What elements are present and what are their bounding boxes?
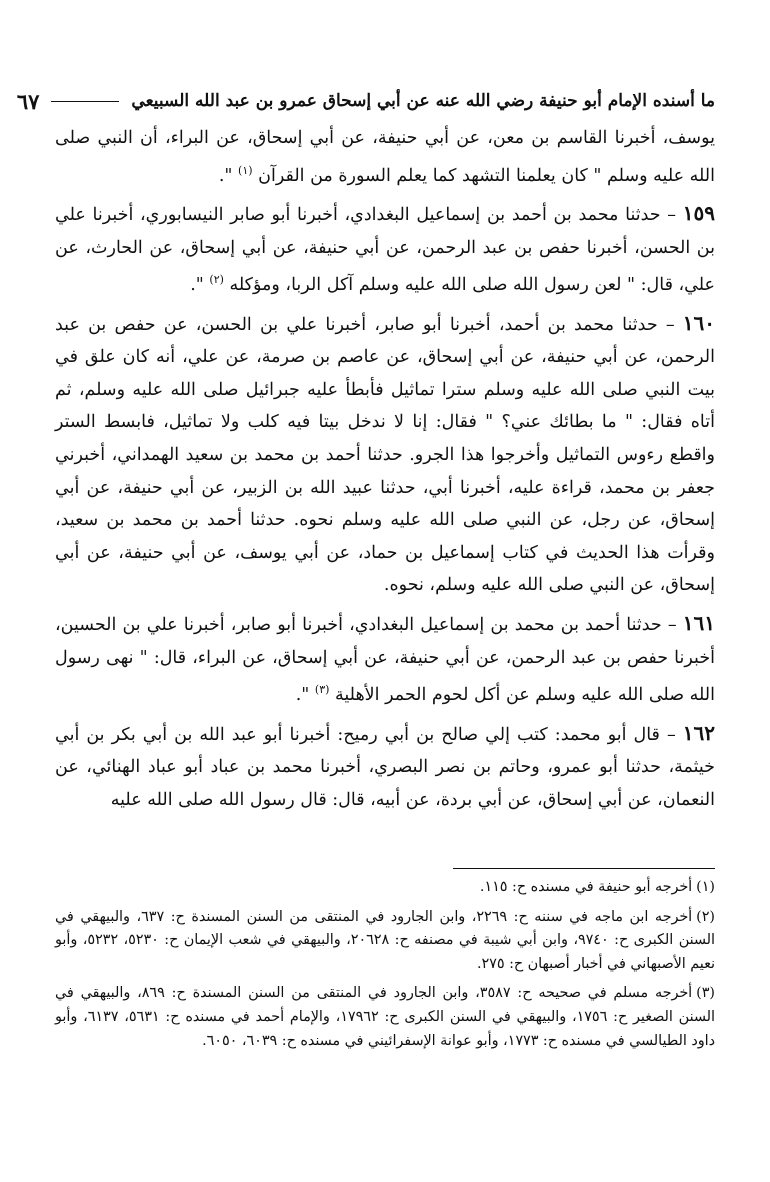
footnote-1 — [55, 876, 715, 900]
footnotes — [55, 876, 715, 1059]
footnote-2 — [55, 906, 715, 977]
hadith-160: ١٦٠ – حدثنا محمد بن أحمد، أخبرنا أبو صابر، أخبرنا علي بن الحسن، عن حفص بن عبد الرحمن، عن أبي حنيفة، عن أبي إسحاق، عن عاصم بن صرمة، عن علي، أنه كان علق في بيت النبي صلى الله عليه وسلم سترا تماثيل فأبطأ عليه جبرائيل صلى الله عليه وسلم، ثم أتاه فقال: " ما بطائك عني؟ " فقال: إنا لا ندخل بيتا فيه كلب ولا تماثيل، فابسط الستر واقطع رءوس التماثيل وأخرجوا هذا الجرو. حدثنا أحمد بن محمد بن سعيد الهمداني، أخبرني جعفر بن محمد، قراءة عليه، أخبرنا أبي، حدثنا عبيد الله بن الزبير، عن أبي حنيفة، عن أبي إسحاق، عن رجل، عن النبي صلى الله عليه وسلم نحوه. حدثنا أحمد بن محمد بن سعيد، وقرأت هذا الحديث في كتاب إسماعيل بن حماد، عن أبي يوسف، عن أبي حنيفة، عن أبي إسحاق، عن النبي صلى الله عليه وسلم، نحوه. — [55, 310, 715, 596]
hadith-159: ١٥٩ – حدثنا محمد بن أحمد بن إسماعيل البغدادي، أخبرنا أبو صابر النيسابوري، أخبرنا علي بن الحسن، أخبرنا حفص بن عبد الرحمن، عن أبي حنيفة، عن أبي إسحاق، عن الحارث، عن علي، قال: " لعن رسول الله صلى الله عليه وسلم آكل الربا، ومؤكله $^{(٢)}$ ". — [55, 201, 715, 296]
footnote-ref-1[interactable]: (١) — [238, 163, 253, 177]
footnote-text: أخرجه مسلم في صحيحه ح: ٣٥٨٧، وابن الجارود في المنتقى من السنن المسندة ح: ٨٦٩، والبيهقي في السنن الصغير ح: ١٧٥٦، والبيهقي في السنن الكبرى ح: ١٧٩٦٢، والإمام أحمد في مسنده ح: ٥٦٣١، ٦١٣٧، وأبو داود الطيالسي في مسنده ح: ١٧٧٣، وأبو عوانة الإسفرائيني في مسنده ح: ٦٠٣٩، ٦٠٥٠. — [55, 985, 715, 1049]
hadith-number: ١٥٩ — [682, 201, 715, 226]
footnote-label: (١) — [696, 879, 715, 895]
hadith-number: ١٦١ — [682, 610, 715, 635]
footnote-text: أخرجه أبو حنيفة في مسنده ح: ١١٥. — [479, 879, 693, 895]
running-header — [16, 84, 715, 118]
footnote-label: (٣) — [696, 985, 715, 1002]
footnote-label: (٢) — [696, 908, 715, 925]
header-title: ما أسنده الإمام أبو حنيفة رضي الله عنه عن أبي إسحاق عمرو بن عبد الله السبيعي — [131, 91, 715, 111]
hadith-162: ١٦٢ – قال أبو محمد: كتب إلي صالح بن أبي رميح: أخبرنا أبو عبد الله بن أبي بكر بن أبي خيثمة، حدثنا أبو عمرو، وحاتم بن نصر البصري، أخبرنا محمد بن عباد أبو عباد الهنائي، عن النعمان، عن أبي إسحاق، عن أبي بردة، عن أبيه، قال: قال رسول الله صلى الله عليه — [55, 720, 715, 810]
hadith-161: ١٦١ – حدثنا أحمد بن محمد بن إسماعيل البغدادي، أخبرنا أبو صابر، أخبرنا علي بن الحسين، أخبرنا حفص بن عبد الرحمن، عن أبي حنيفة، عن أبي إسحاق، عن البراء، قال: " نهى رسول الله صلى الله عليه وسلم عن أكل لحوم الحمر الأهلية $^{(٣)}$ ". — [55, 610, 715, 705]
hadith-number: ١٦٠ — [682, 310, 715, 335]
header-rule — [51, 101, 119, 102]
footnote-text: أخرجه ابن ماجه في سننه ح: ٢٢٦٩، وابن الجارود في المنتقى من السنن المسندة ح: ٦٣٧، والبيهقي في السنن الكبرى ح: ٩٧٤٠، وابن أبي شيبة في مصنفه ح: ٢٠٦٢٨، والبيهقي في شعب الإيمان ح: ٥٢٣٠، ٥٢٣٢، وأبو نعيم الأصبهاني في أخبار أصبهان ح: ٢٧٥. — [55, 908, 715, 972]
main-text — [55, 122, 715, 816]
hadith-number: ١٦٢ — [682, 720, 715, 745]
footnote-separator — [453, 868, 715, 869]
paragraph-continuation: يوسف، أخبرنا القاسم بن معن، عن أبي حنيفة، عن أبي إسحاق، عن البراء، أن النبي صلى الله عليه وسلم " كان يعلمنا التشهد كما يعلم السورة من القرآن $^{(١)}$ ". — [55, 128, 715, 186]
footnote-ref-2[interactable]: (٢) — [209, 273, 224, 287]
footnote-ref-3[interactable]: (٣) — [314, 683, 330, 697]
footnote-3 — [55, 982, 715, 1053]
page-number: ٦٧ — [16, 88, 40, 114]
